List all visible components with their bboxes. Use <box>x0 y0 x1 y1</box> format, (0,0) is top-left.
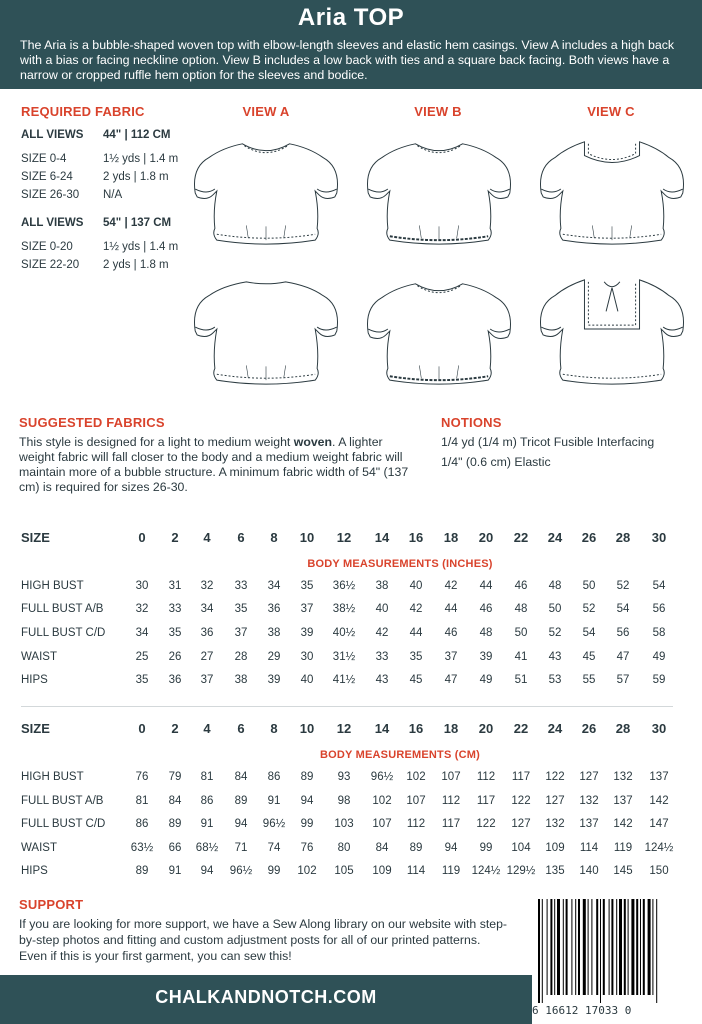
measurement-cell: 117 <box>476 795 496 807</box>
size-header-label: SIZE <box>21 721 50 736</box>
measurement-cell: 52 <box>582 603 596 615</box>
measurement-cell: 31 <box>168 580 182 592</box>
measurement-cell: 84 <box>168 795 182 807</box>
measurement-row <box>0 580 702 596</box>
measurement-label: WAIST <box>21 842 57 854</box>
measurement-cell: 32 <box>200 580 214 592</box>
measurement-cell: 94 <box>444 842 458 854</box>
barcode-bar <box>603 899 605 995</box>
measurement-cell: 35 <box>135 674 149 686</box>
size-header-cell: 14 <box>374 530 390 545</box>
barcode-bar <box>538 899 540 1003</box>
measurement-cell: 44 <box>409 627 423 639</box>
measurement-cell: 48 <box>479 627 493 639</box>
measurement-cell: 94 <box>300 795 314 807</box>
measurement-cell: 81 <box>200 771 214 783</box>
measurement-cell: 84 <box>234 771 248 783</box>
measurement-label: HIPS <box>21 865 48 877</box>
size-header-cell: 22 <box>513 530 529 545</box>
measurement-cell: 43 <box>375 674 389 686</box>
measurement-cell: 96½ <box>229 865 253 877</box>
size-header-cell: 6 <box>237 721 245 736</box>
measurement-cell: 129½ <box>506 865 536 877</box>
suggested-fabrics-section <box>19 415 419 495</box>
measurement-cell: 35 <box>300 580 314 592</box>
measurement-label: HIGH BUST <box>21 580 84 592</box>
measurement-cell: 37 <box>300 603 314 615</box>
measurement-cell: 36 <box>200 627 214 639</box>
measurement-cell: 35 <box>234 603 248 615</box>
measurement-cell: 40 <box>375 603 389 615</box>
measurement-cell: 132 <box>579 795 599 807</box>
measurement-cell: 33 <box>375 651 389 663</box>
measurement-cell: 102 <box>406 771 426 783</box>
barcode-bar <box>596 899 598 995</box>
measurement-cell: 56 <box>652 603 666 615</box>
measurement-cell: 33 <box>234 580 248 592</box>
barcode-bar <box>575 899 576 995</box>
measurement-cell: 112 <box>476 771 496 783</box>
size-header-cell: 18 <box>443 530 459 545</box>
size-header-row <box>0 530 702 546</box>
measurement-cell: 94 <box>200 865 214 877</box>
measurement-cell: 57 <box>616 674 630 686</box>
measurement-cell: 38 <box>234 674 248 686</box>
measurements-subheading: BODY MEASUREMENTS (INCHES) <box>307 558 493 570</box>
measurement-cell: 37 <box>200 674 214 686</box>
measurement-cell: 74 <box>267 842 281 854</box>
measurement-label: WAIST <box>21 651 57 663</box>
measurement-cell: 137 <box>579 818 599 830</box>
barcode-bar <box>554 899 555 995</box>
size-header-cell: 18 <box>443 721 459 736</box>
measurement-cell: 89 <box>234 795 248 807</box>
measurement-cell: 114 <box>579 842 599 854</box>
size-header-cell: 22 <box>513 721 529 736</box>
view-a-label: VIEW A <box>242 104 290 119</box>
measurement-cell: 79 <box>168 771 182 783</box>
barcode-bar <box>611 899 613 995</box>
measurement-cell: 52 <box>616 580 630 592</box>
view-c-label: VIEW C <box>587 104 635 119</box>
view-b-back-illustration <box>360 272 518 390</box>
measurement-cell: 52 <box>548 627 562 639</box>
view-b-label: VIEW B <box>414 104 462 119</box>
barcode-bar <box>563 899 564 995</box>
measurement-cell: 104 <box>511 842 531 854</box>
measurement-cell: 29 <box>267 651 281 663</box>
fabric-amount: 2 yds | 1.8 m <box>103 259 169 271</box>
measurement-cell: 40 <box>300 674 314 686</box>
measurement-cell: 32 <box>135 603 149 615</box>
size-header-cell: 14 <box>374 721 390 736</box>
measurement-cell: 38½ <box>332 603 356 615</box>
view-a-front-illustration <box>187 132 345 250</box>
measurement-cell: 49 <box>479 674 493 686</box>
measurement-cell: 45 <box>582 651 596 663</box>
measurement-cell: 46 <box>444 627 458 639</box>
measurement-cell: 44 <box>444 603 458 615</box>
barcode-bar <box>616 899 617 995</box>
measurement-cell: 107 <box>372 818 392 830</box>
barcode-bar <box>583 899 586 995</box>
header-banner <box>0 0 702 89</box>
measurement-cell: 48 <box>514 603 528 615</box>
fabric-size: SIZE 26-30 <box>21 189 80 201</box>
barcode-bar <box>636 899 638 995</box>
size-header-cell: 12 <box>336 530 352 545</box>
barcode-bar <box>591 899 592 995</box>
measurement-cell: 96½ <box>370 771 394 783</box>
measurement-cell: 109 <box>372 865 392 877</box>
measurement-cell: 117 <box>441 818 461 830</box>
measurement-cell: 137 <box>649 771 669 783</box>
barcode-bar <box>609 899 610 995</box>
measurement-cell: 91 <box>200 818 214 830</box>
measurement-cell: 30 <box>300 651 314 663</box>
measurement-cell: 76 <box>135 771 149 783</box>
measurement-cell: 89 <box>409 842 423 854</box>
measurement-cell: 47 <box>616 651 630 663</box>
barcode-bar <box>547 899 548 995</box>
measurement-cell: 39 <box>267 674 281 686</box>
fabric-group-width: 54" | 137 CM <box>103 217 172 229</box>
measurement-cell: 103 <box>334 818 354 830</box>
barcode-bar <box>571 899 572 995</box>
website-url[interactable]: CHALKANDNOTCH.COM <box>155 987 377 1007</box>
measurement-cell: 46 <box>479 603 493 615</box>
fabric-size: SIZE 0-4 <box>21 153 67 165</box>
measurement-cell: 140 <box>579 865 599 877</box>
barcode-bar <box>588 899 589 995</box>
measurement-cell: 41 <box>514 651 528 663</box>
fabric-size: SIZE 22-20 <box>21 259 80 271</box>
barcode-bar <box>542 899 543 1003</box>
measurement-cell: 34 <box>135 627 149 639</box>
measurement-cell: 53 <box>548 674 562 686</box>
measurement-cell: 55 <box>582 674 596 686</box>
measurement-cell: 47 <box>444 674 458 686</box>
measurement-cell: 50 <box>548 603 562 615</box>
view-b-front-illustration <box>360 132 518 250</box>
measurement-cell: 38 <box>375 580 389 592</box>
measurement-cell: 27 <box>200 651 214 663</box>
size-header-cell: 8 <box>270 721 278 736</box>
size-header-cell: 0 <box>138 530 146 545</box>
measurement-cell: 36½ <box>332 580 356 592</box>
measurement-row <box>0 865 702 881</box>
measurement-cell: 127 <box>545 795 565 807</box>
notion-item: 1/4" (0.6 cm) Elastic <box>441 455 551 469</box>
fabric-amount: 1½ yds | 1.4 m <box>103 153 179 165</box>
size-header-cell: 28 <box>615 721 631 736</box>
size-header-cell: 2 <box>171 530 179 545</box>
suggested-fabrics-heading: SUGGESTED FABRICS <box>19 415 165 430</box>
measurement-cell: 51 <box>514 674 528 686</box>
barcode-bar <box>648 899 651 995</box>
barcode-bar <box>643 899 645 995</box>
measurement-row <box>0 795 702 811</box>
measurement-cell: 45 <box>409 674 423 686</box>
measurement-cell: 76 <box>300 842 314 854</box>
measurement-cell: 48 <box>548 580 562 592</box>
size-header-cell: 16 <box>408 721 424 736</box>
measurement-cell: 36 <box>168 674 182 686</box>
measurement-cell: 35 <box>409 651 423 663</box>
measurement-cell: 91 <box>267 795 281 807</box>
measurement-cell: 122 <box>511 795 531 807</box>
measurement-cell: 80 <box>337 842 351 854</box>
size-header-cell: 30 <box>651 721 667 736</box>
measurement-cell: 43 <box>548 651 562 663</box>
measurement-row <box>0 674 702 690</box>
barcode-bar <box>631 899 634 995</box>
measurement-cell: 37 <box>234 627 248 639</box>
measurement-cell: 94 <box>234 818 248 830</box>
fabric-size: SIZE 0-20 <box>21 241 73 253</box>
measurement-cell: 89 <box>135 865 149 877</box>
measurement-cell: 66 <box>168 842 182 854</box>
size-header-cell: 30 <box>651 530 667 545</box>
measurement-cell: 89 <box>168 818 182 830</box>
size-header-cell: 2 <box>171 721 179 736</box>
suggested-text-bold: woven <box>293 435 333 449</box>
size-header-cell: 16 <box>408 530 424 545</box>
measurement-cell: 42 <box>375 627 389 639</box>
measurement-label: HIPS <box>21 674 48 686</box>
barcode-bar <box>652 899 653 995</box>
barcode-bar <box>628 899 629 995</box>
measurement-cell: 102 <box>372 795 392 807</box>
measurement-cell: 86 <box>200 795 214 807</box>
measurement-cell: 99 <box>267 865 281 877</box>
barcode-bar <box>619 899 622 995</box>
measurement-cell: 91 <box>168 865 182 877</box>
measurement-cell: 54 <box>652 580 666 592</box>
notions-heading: NOTIONS <box>441 415 502 430</box>
measurement-cell: 122 <box>545 771 565 783</box>
measurement-cell: 127 <box>579 771 599 783</box>
barcode-bar <box>600 899 601 1003</box>
measurement-cell: 30 <box>135 580 149 592</box>
measurement-cell: 50 <box>514 627 528 639</box>
measurement-cell: 81 <box>135 795 149 807</box>
view-c-front-illustration <box>533 132 691 250</box>
notions-section <box>441 415 691 470</box>
measurement-label: FULL BUST A/B <box>21 795 104 807</box>
measurement-row <box>0 651 702 667</box>
measurement-cell: 58 <box>652 627 666 639</box>
measurement-cell: 46 <box>514 580 528 592</box>
measurement-row <box>0 627 702 643</box>
measurement-cell: 33 <box>168 603 182 615</box>
measurements-subheading: BODY MEASUREMENTS (CM) <box>319 749 481 761</box>
barcode <box>532 897 692 1019</box>
measurement-label: FULL BUST C/D <box>21 818 106 830</box>
measurement-cell: 59 <box>652 674 666 686</box>
size-header-row <box>0 721 702 737</box>
measurement-cell: 49 <box>652 651 666 663</box>
measurement-cell: 147 <box>649 818 669 830</box>
suggested-text-part: This style is designed for a light to medium weight <box>19 435 294 449</box>
measurement-cell: 137 <box>613 795 633 807</box>
pattern-description: The Aria is a bubble-shaped woven top with elbow-length sleeves and elastic hem casings. View A includes a high back with a bias or facing neckline option. View B includes a low back with ties and a square back facing. Both views have a narrow or cropped ruffle hem option for the sleeves and bodice. <box>20 38 675 82</box>
measurement-cell: 42 <box>409 603 423 615</box>
measurement-cell: 119 <box>613 842 633 854</box>
measurement-cell: 124½ <box>644 842 674 854</box>
measurement-cell: 93 <box>337 771 351 783</box>
size-header-cell: 10 <box>299 530 315 545</box>
measurement-cell: 39 <box>300 627 314 639</box>
size-header-cell: 4 <box>203 721 211 736</box>
measurement-cell: 145 <box>613 865 633 877</box>
size-header-cell: 12 <box>336 721 352 736</box>
fabric-group-label: ALL VIEWS <box>21 129 84 141</box>
barcode-bar <box>550 899 552 995</box>
measurement-cell: 63½ <box>130 842 154 854</box>
measurement-cell: 119 <box>441 865 461 877</box>
measurement-label: FULL BUST C/D <box>21 627 106 639</box>
measurement-cell: 105 <box>334 865 354 877</box>
measurement-cell: 25 <box>135 651 149 663</box>
measurement-cell: 34 <box>200 603 214 615</box>
measurement-cell: 124½ <box>471 865 501 877</box>
view-a-back-illustration <box>187 272 345 390</box>
measurement-cell: 127 <box>511 818 531 830</box>
measurement-cell: 109 <box>545 842 565 854</box>
measurement-cell: 112 <box>441 795 461 807</box>
measurement-cell: 54 <box>582 627 596 639</box>
required-fabric-heading: REQUIRED FABRIC <box>21 104 145 119</box>
size-header-cell: 28 <box>615 530 631 545</box>
barcode-bar <box>624 899 626 995</box>
measurement-row <box>0 603 702 619</box>
measurement-cell: 84 <box>375 842 389 854</box>
barcode-bars <box>532 897 692 1005</box>
fabric-amount: 2 yds | 1.8 m <box>103 171 169 183</box>
measurement-cell: 86 <box>267 771 281 783</box>
size-header-cell: 4 <box>203 530 211 545</box>
measurement-cell: 96½ <box>262 818 286 830</box>
measurement-cell: 117 <box>511 771 531 783</box>
measurement-cell: 99 <box>300 818 314 830</box>
notion-item: 1/4 yd (1/4 m) Tricot Fusible Interfacing <box>441 435 655 449</box>
measurement-cell: 36 <box>267 603 281 615</box>
support-heading: SUPPORT <box>19 897 84 912</box>
measurement-cell: 142 <box>649 795 669 807</box>
view-c-back-illustration <box>533 272 691 390</box>
size-header-cell: 10 <box>299 721 315 736</box>
measurement-cell: 50 <box>582 580 596 592</box>
measurement-cell: 150 <box>649 865 669 877</box>
measurement-label: FULL BUST A/B <box>21 603 104 615</box>
barcode-bar <box>656 899 657 1003</box>
measurement-cell: 40½ <box>332 627 356 639</box>
size-header-cell: 20 <box>478 530 494 545</box>
measurement-row <box>0 818 702 834</box>
fabric-group-label: ALL VIEWS <box>21 217 84 229</box>
barcode-bar <box>557 899 560 995</box>
suggested-text-part: . A lighter weight fabric will fall closer to the body and a medium weight fabric will maintain more of a bubble structure. A minimum fabric width of 54" (137 cm) is required for sizes 26-30. <box>19 435 409 494</box>
barcode-bar <box>640 899 641 995</box>
suggested-fabrics-text <box>19 435 419 495</box>
measurement-cell: 132 <box>613 771 633 783</box>
barcode-bar <box>578 899 580 995</box>
measurement-cell: 39 <box>479 651 493 663</box>
measurement-cell: 98 <box>337 795 351 807</box>
size-header-label: SIZE <box>21 530 50 545</box>
measurement-cell: 54 <box>616 603 630 615</box>
measurement-cell: 35 <box>168 627 182 639</box>
measurement-cell: 41½ <box>332 674 356 686</box>
size-header-cell: 24 <box>547 530 563 545</box>
size-header-cell: 24 <box>547 721 563 736</box>
measurement-cell: 114 <box>406 865 426 877</box>
measurement-cell: 40 <box>409 580 423 592</box>
measurement-cell: 142 <box>613 818 633 830</box>
barcode-digits: 6 16612 17033 0 <box>532 1004 632 1017</box>
measurement-cell: 86 <box>135 818 149 830</box>
size-header-cell: 6 <box>237 530 245 545</box>
size-header-cell: 0 <box>138 721 146 736</box>
barcode-bar <box>566 899 568 995</box>
measurement-cell: 71 <box>234 842 248 854</box>
measurement-cell: 44 <box>479 580 493 592</box>
measurement-cell: 68½ <box>195 842 219 854</box>
fabric-amount: N/A <box>103 189 123 201</box>
measurement-cell: 99 <box>479 842 493 854</box>
measurement-cell: 112 <box>406 818 426 830</box>
measurement-cell: 34 <box>267 580 281 592</box>
size-header-cell: 26 <box>581 530 597 545</box>
measurement-cell: 38 <box>267 627 281 639</box>
footer-banner <box>0 975 532 1024</box>
measurement-cell: 31½ <box>332 651 356 663</box>
size-header-cell: 26 <box>581 721 597 736</box>
measurement-cell: 107 <box>406 795 426 807</box>
measurement-label: HIGH BUST <box>21 771 84 783</box>
measurement-cell: 56 <box>616 627 630 639</box>
table-divider <box>21 706 673 707</box>
measurement-cell: 42 <box>444 580 458 592</box>
measurement-cell: 28 <box>234 651 248 663</box>
size-header-cell: 20 <box>478 721 494 736</box>
support-text: If you are looking for more support, we have a Sew Along library on our website with step-by-step photos and fitting and custom adjustment posts for all of our printed patterns. Even if this is your first garment, you can sew this! <box>19 917 508 963</box>
page-title: Aria TOP <box>297 4 405 31</box>
measurement-cell: 89 <box>300 771 314 783</box>
measurement-cell: 37 <box>444 651 458 663</box>
measurement-cell: 135 <box>545 865 565 877</box>
size-header-cell: 8 <box>270 530 278 545</box>
measurement-cell: 107 <box>441 771 461 783</box>
support-section <box>19 897 509 964</box>
fabric-amount: 1½ yds | 1.4 m <box>103 241 179 253</box>
measurement-cell: 132 <box>545 818 565 830</box>
measurement-cell: 102 <box>297 865 317 877</box>
fabric-size: SIZE 6-24 <box>21 171 73 183</box>
measurement-cell: 122 <box>476 818 496 830</box>
measurement-row <box>0 842 702 858</box>
measurement-cell: 26 <box>168 651 182 663</box>
fabric-group-width: 44" | 112 CM <box>103 129 171 141</box>
measurement-row <box>0 771 702 787</box>
